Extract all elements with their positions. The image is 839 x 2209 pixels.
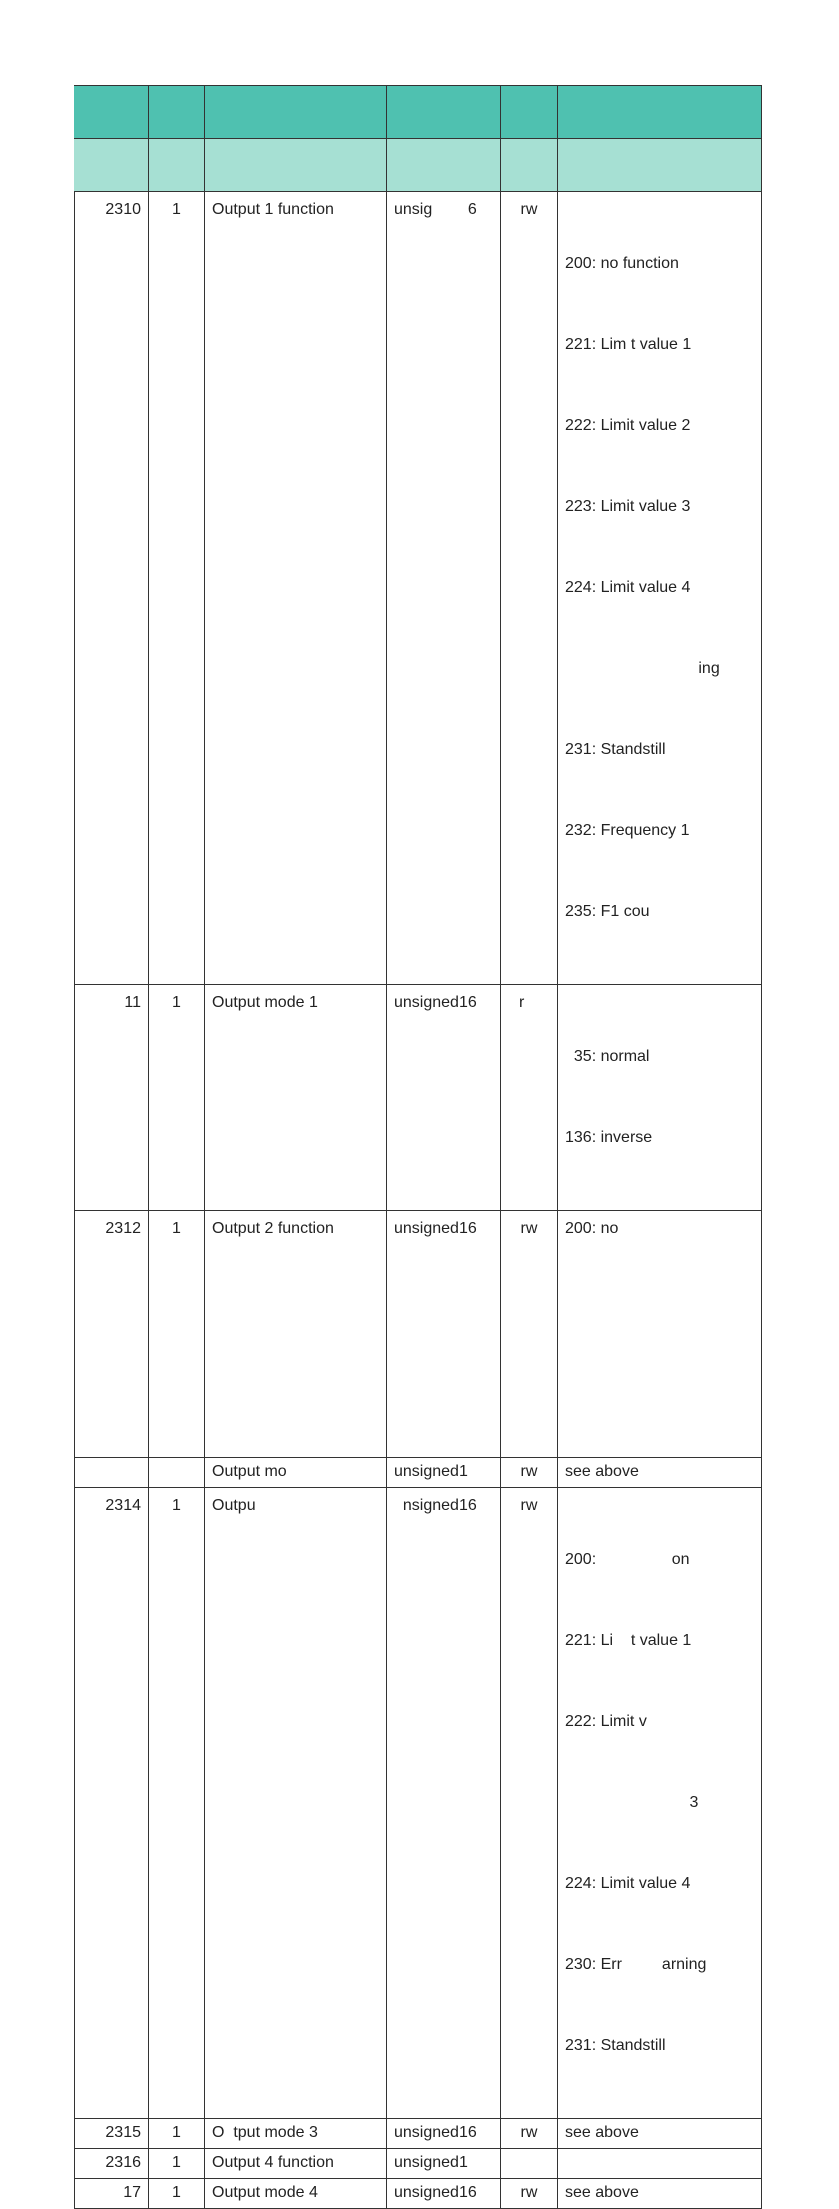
- values-cell: [558, 985, 762, 1211]
- value-line: 224: Limit value 4: [565, 579, 691, 596]
- value-line: 230: Err arning: [565, 1956, 707, 1973]
- access-cell: [501, 2149, 558, 2179]
- values-cell: [558, 192, 762, 985]
- type-cell: unsig 6: [387, 192, 501, 985]
- index-cell: [75, 1458, 149, 1488]
- value-line: 235: F1 cou: [565, 903, 650, 920]
- header-cell: [501, 139, 558, 192]
- header-cell: [149, 139, 205, 192]
- header-cell: [387, 139, 501, 192]
- value-line: 200: no function: [565, 255, 679, 272]
- header-cell: [558, 86, 762, 139]
- index-cell: 2314: [75, 1488, 149, 2119]
- index-cell: 17: [75, 2179, 149, 2209]
- name-cell: Outpu: [205, 1488, 387, 2119]
- name-cell: Output mo: [205, 1458, 387, 1488]
- name-cell: Output 4 function: [205, 2149, 387, 2179]
- name-cell: Output mode 4: [205, 2179, 387, 2209]
- subindex-cell: 1: [149, 985, 205, 1211]
- index-cell: 11: [75, 985, 149, 1211]
- subindex-cell: [149, 1458, 205, 1488]
- access-cell: r: [501, 985, 558, 1211]
- header-cell: [558, 139, 762, 192]
- header-cell: [387, 86, 501, 139]
- access-cell: rw: [501, 1488, 558, 2119]
- index-cell: 2312: [75, 1211, 149, 1458]
- table-row: [75, 1458, 762, 1488]
- value-line: 221: Lim t value 1: [565, 336, 692, 353]
- parameter-table: [74, 85, 762, 2209]
- values-cell: see above: [558, 1458, 762, 1488]
- header-cell: [149, 86, 205, 139]
- type-cell: nsigned16: [387, 1488, 501, 2119]
- table-row: [75, 2119, 762, 2149]
- index-cell: 2316: [75, 2149, 149, 2179]
- type-cell: unsigned1: [387, 1458, 501, 1488]
- value-line: 136: inverse: [565, 1129, 653, 1146]
- subindex-cell: 1: [149, 192, 205, 985]
- table-row: [75, 2149, 762, 2179]
- value-line: 231: Standstill: [565, 2037, 666, 2054]
- header-cell: [205, 86, 387, 139]
- subindex-cell: 1: [149, 2179, 205, 2209]
- subindex-cell: 1: [149, 2119, 205, 2149]
- value-line: 222: Limit value 2: [565, 417, 691, 434]
- header-cell: [75, 86, 149, 139]
- access-cell: rw: [501, 1211, 558, 1458]
- access-cell: rw: [501, 2179, 558, 2209]
- name-cell: O tput mode 3: [205, 2119, 387, 2149]
- value-line: 222: Limit v: [565, 1713, 647, 1730]
- values-cell: [558, 2149, 762, 2179]
- value-line: 200: on: [565, 1551, 690, 1568]
- header-cell: [75, 139, 149, 192]
- header-cell: [501, 86, 558, 139]
- value-line: 232: Frequency 1: [565, 822, 690, 839]
- value-line: 231: Standstill: [565, 741, 666, 758]
- values-cell: see above: [558, 2119, 762, 2149]
- value-line: 35: normal: [565, 1048, 650, 1065]
- type-cell: unsigned16: [387, 2119, 501, 2149]
- subindex-cell: 1: [149, 2149, 205, 2179]
- access-cell: rw: [501, 192, 558, 985]
- value-line: 3: [565, 1794, 699, 1811]
- type-cell: unsigned16: [387, 985, 501, 1211]
- value-line: 224: Limit value 4: [565, 1875, 691, 1892]
- table-row: [75, 192, 762, 985]
- value-line: 221: Li t value 1: [565, 1632, 692, 1649]
- table-row: [75, 2179, 762, 2209]
- table-row: [75, 985, 762, 1211]
- header-row-secondary: [75, 139, 762, 192]
- access-cell: rw: [501, 2119, 558, 2149]
- access-cell: rw: [501, 1458, 558, 1488]
- subindex-cell: 1: [149, 1488, 205, 2119]
- value-line: 200: no: [565, 1220, 619, 1237]
- index-cell: 2310: [75, 192, 149, 985]
- value-line: 223: Limit value 3: [565, 498, 691, 515]
- subindex-cell: 1: [149, 1211, 205, 1458]
- value-line: ing: [565, 660, 720, 677]
- index-cell: 2315: [75, 2119, 149, 2149]
- table-row: [75, 1211, 762, 1458]
- type-cell: unsigned1: [387, 2149, 501, 2179]
- type-cell: unsigned16: [387, 1211, 501, 1458]
- name-cell: Output mode 1: [205, 985, 387, 1211]
- name-cell: Output 1 function: [205, 192, 387, 985]
- table-row: [75, 1488, 762, 2119]
- header-row-primary: [75, 86, 762, 139]
- values-cell: [558, 1211, 762, 1458]
- values-cell: see above: [558, 2179, 762, 2209]
- type-cell: unsigned16: [387, 2179, 501, 2209]
- header-cell: [205, 139, 387, 192]
- name-cell: Output 2 function: [205, 1211, 387, 1458]
- values-cell: [558, 1488, 762, 2119]
